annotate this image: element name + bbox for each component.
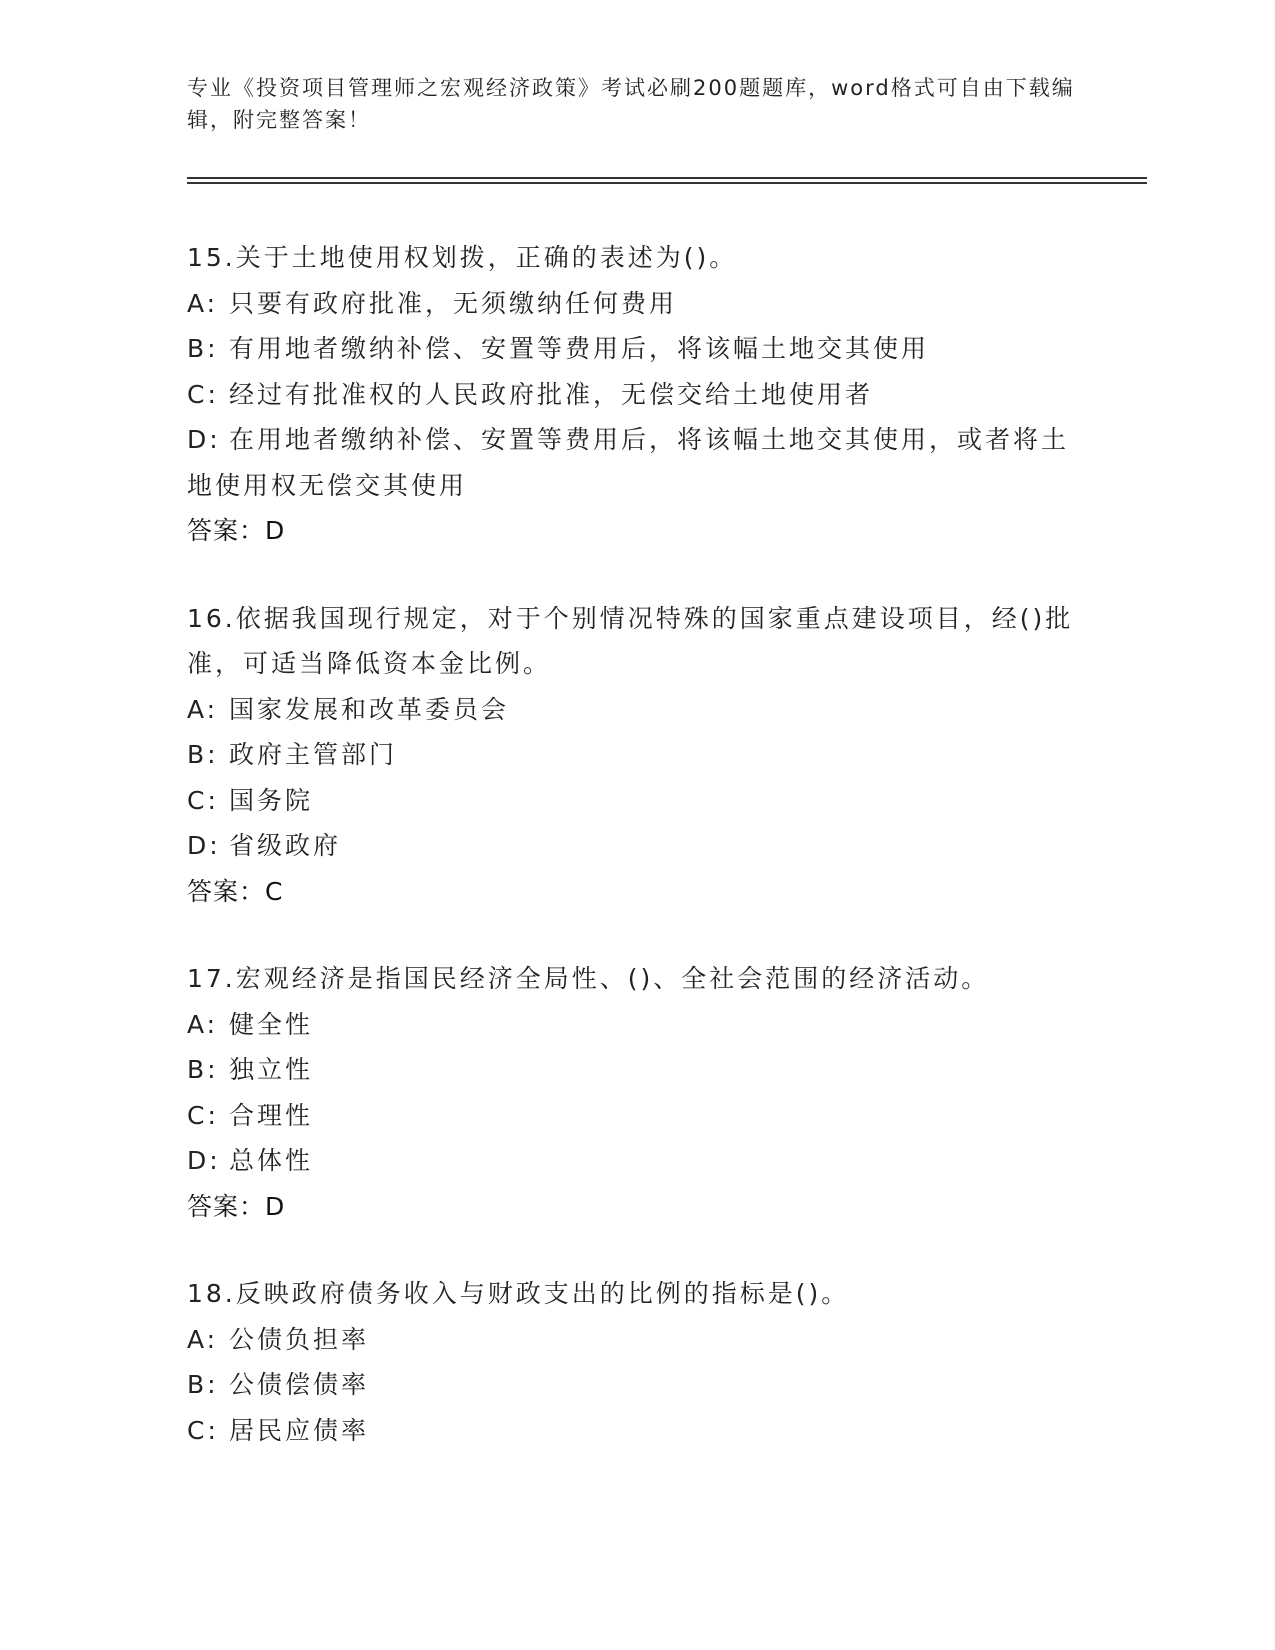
option-text: 在用地者缴纳补偿、安置等费用后，将该幅土地交其使用，或者将土地使用权无偿交其使用 [187, 425, 1070, 500]
document-header: 专业《投资项目管理师之宏观经济政策》考试必刷200题题库，word格式可自由下载编辑，附完整答案！ [187, 76, 1075, 132]
question-stem: 17.宏观经济是指国民经济全局性、()、全社会范围的经济活动。 [187, 964, 990, 993]
option-text: 总体性 [229, 1146, 314, 1175]
answer-label: 答案：D [187, 1191, 286, 1221]
option-a [187, 1002, 1087, 1048]
option-c [187, 1093, 1087, 1139]
question-stem: 15.关于土地使用权划拨，正确的表述为()。 [187, 243, 738, 272]
option-text: 国家发展和改革委员会 [229, 694, 510, 724]
option-text: 有用地者缴纳补偿、安置等费用后，将该幅土地交其使用 [229, 334, 930, 363]
option-text: 经过有批准权的人民政府批准，无偿交给土地使用者 [229, 379, 874, 409]
option-c [187, 1408, 1087, 1454]
answer-label: 答案：D [187, 516, 286, 545]
option-key: C: [187, 1100, 219, 1130]
option-key: D: [187, 1146, 221, 1175]
question-18 [187, 1271, 1087, 1453]
option-text: 公债偿债率 [229, 1370, 370, 1399]
option-d [187, 1138, 1087, 1184]
question-stem: 18.反映政府债务收入与财政支出的比例的指标是()。 [187, 1279, 850, 1308]
option-b [187, 1047, 1087, 1093]
option-key: B: [187, 1370, 219, 1399]
option-key: C: [187, 1415, 219, 1445]
option-text: 居民应债率 [229, 1415, 370, 1445]
option-c [187, 778, 1087, 824]
option-key: D: [187, 425, 221, 454]
option-text: 政府主管部门 [229, 740, 398, 769]
option-a [187, 1317, 1087, 1363]
option-a [187, 281, 1087, 327]
option-text: 合理性 [229, 1100, 314, 1130]
question-15 [187, 235, 1087, 554]
option-text: 只要有政府批准，无须缴纳任何费用 [229, 288, 678, 318]
question-16 [187, 596, 1087, 915]
option-b [187, 1362, 1087, 1408]
answer-label: 答案：C [187, 876, 284, 906]
option-a [187, 687, 1087, 733]
option-d [187, 417, 1087, 508]
option-text: 健全性 [229, 1009, 314, 1039]
option-d [187, 823, 1087, 869]
option-key: C: [187, 785, 219, 815]
option-key: B: [187, 1055, 219, 1084]
option-b [187, 326, 1087, 372]
option-c [187, 372, 1087, 418]
header-divider-bottom [187, 182, 1147, 184]
question-17 [187, 956, 1087, 1229]
option-key: B: [187, 740, 219, 769]
option-text: 省级政府 [229, 831, 342, 860]
option-key: A: [187, 694, 219, 724]
option-text: 独立性 [229, 1055, 314, 1084]
option-key: C: [187, 379, 219, 409]
option-key: D: [187, 831, 221, 860]
option-b [187, 732, 1087, 778]
header-divider-top [187, 177, 1147, 179]
option-text: 公债负担率 [229, 1324, 370, 1354]
option-key: A: [187, 1009, 219, 1039]
option-key: A: [187, 1324, 219, 1354]
question-stem: 16.依据我国现行规定，对于个别情况特殊的国家重点建设项目，经()批准，可适当降低资本金比例。 [187, 603, 1074, 678]
option-key: B: [187, 334, 219, 363]
option-key: A: [187, 288, 219, 318]
option-text: 国务院 [229, 785, 314, 815]
question-list [187, 235, 1087, 1495]
